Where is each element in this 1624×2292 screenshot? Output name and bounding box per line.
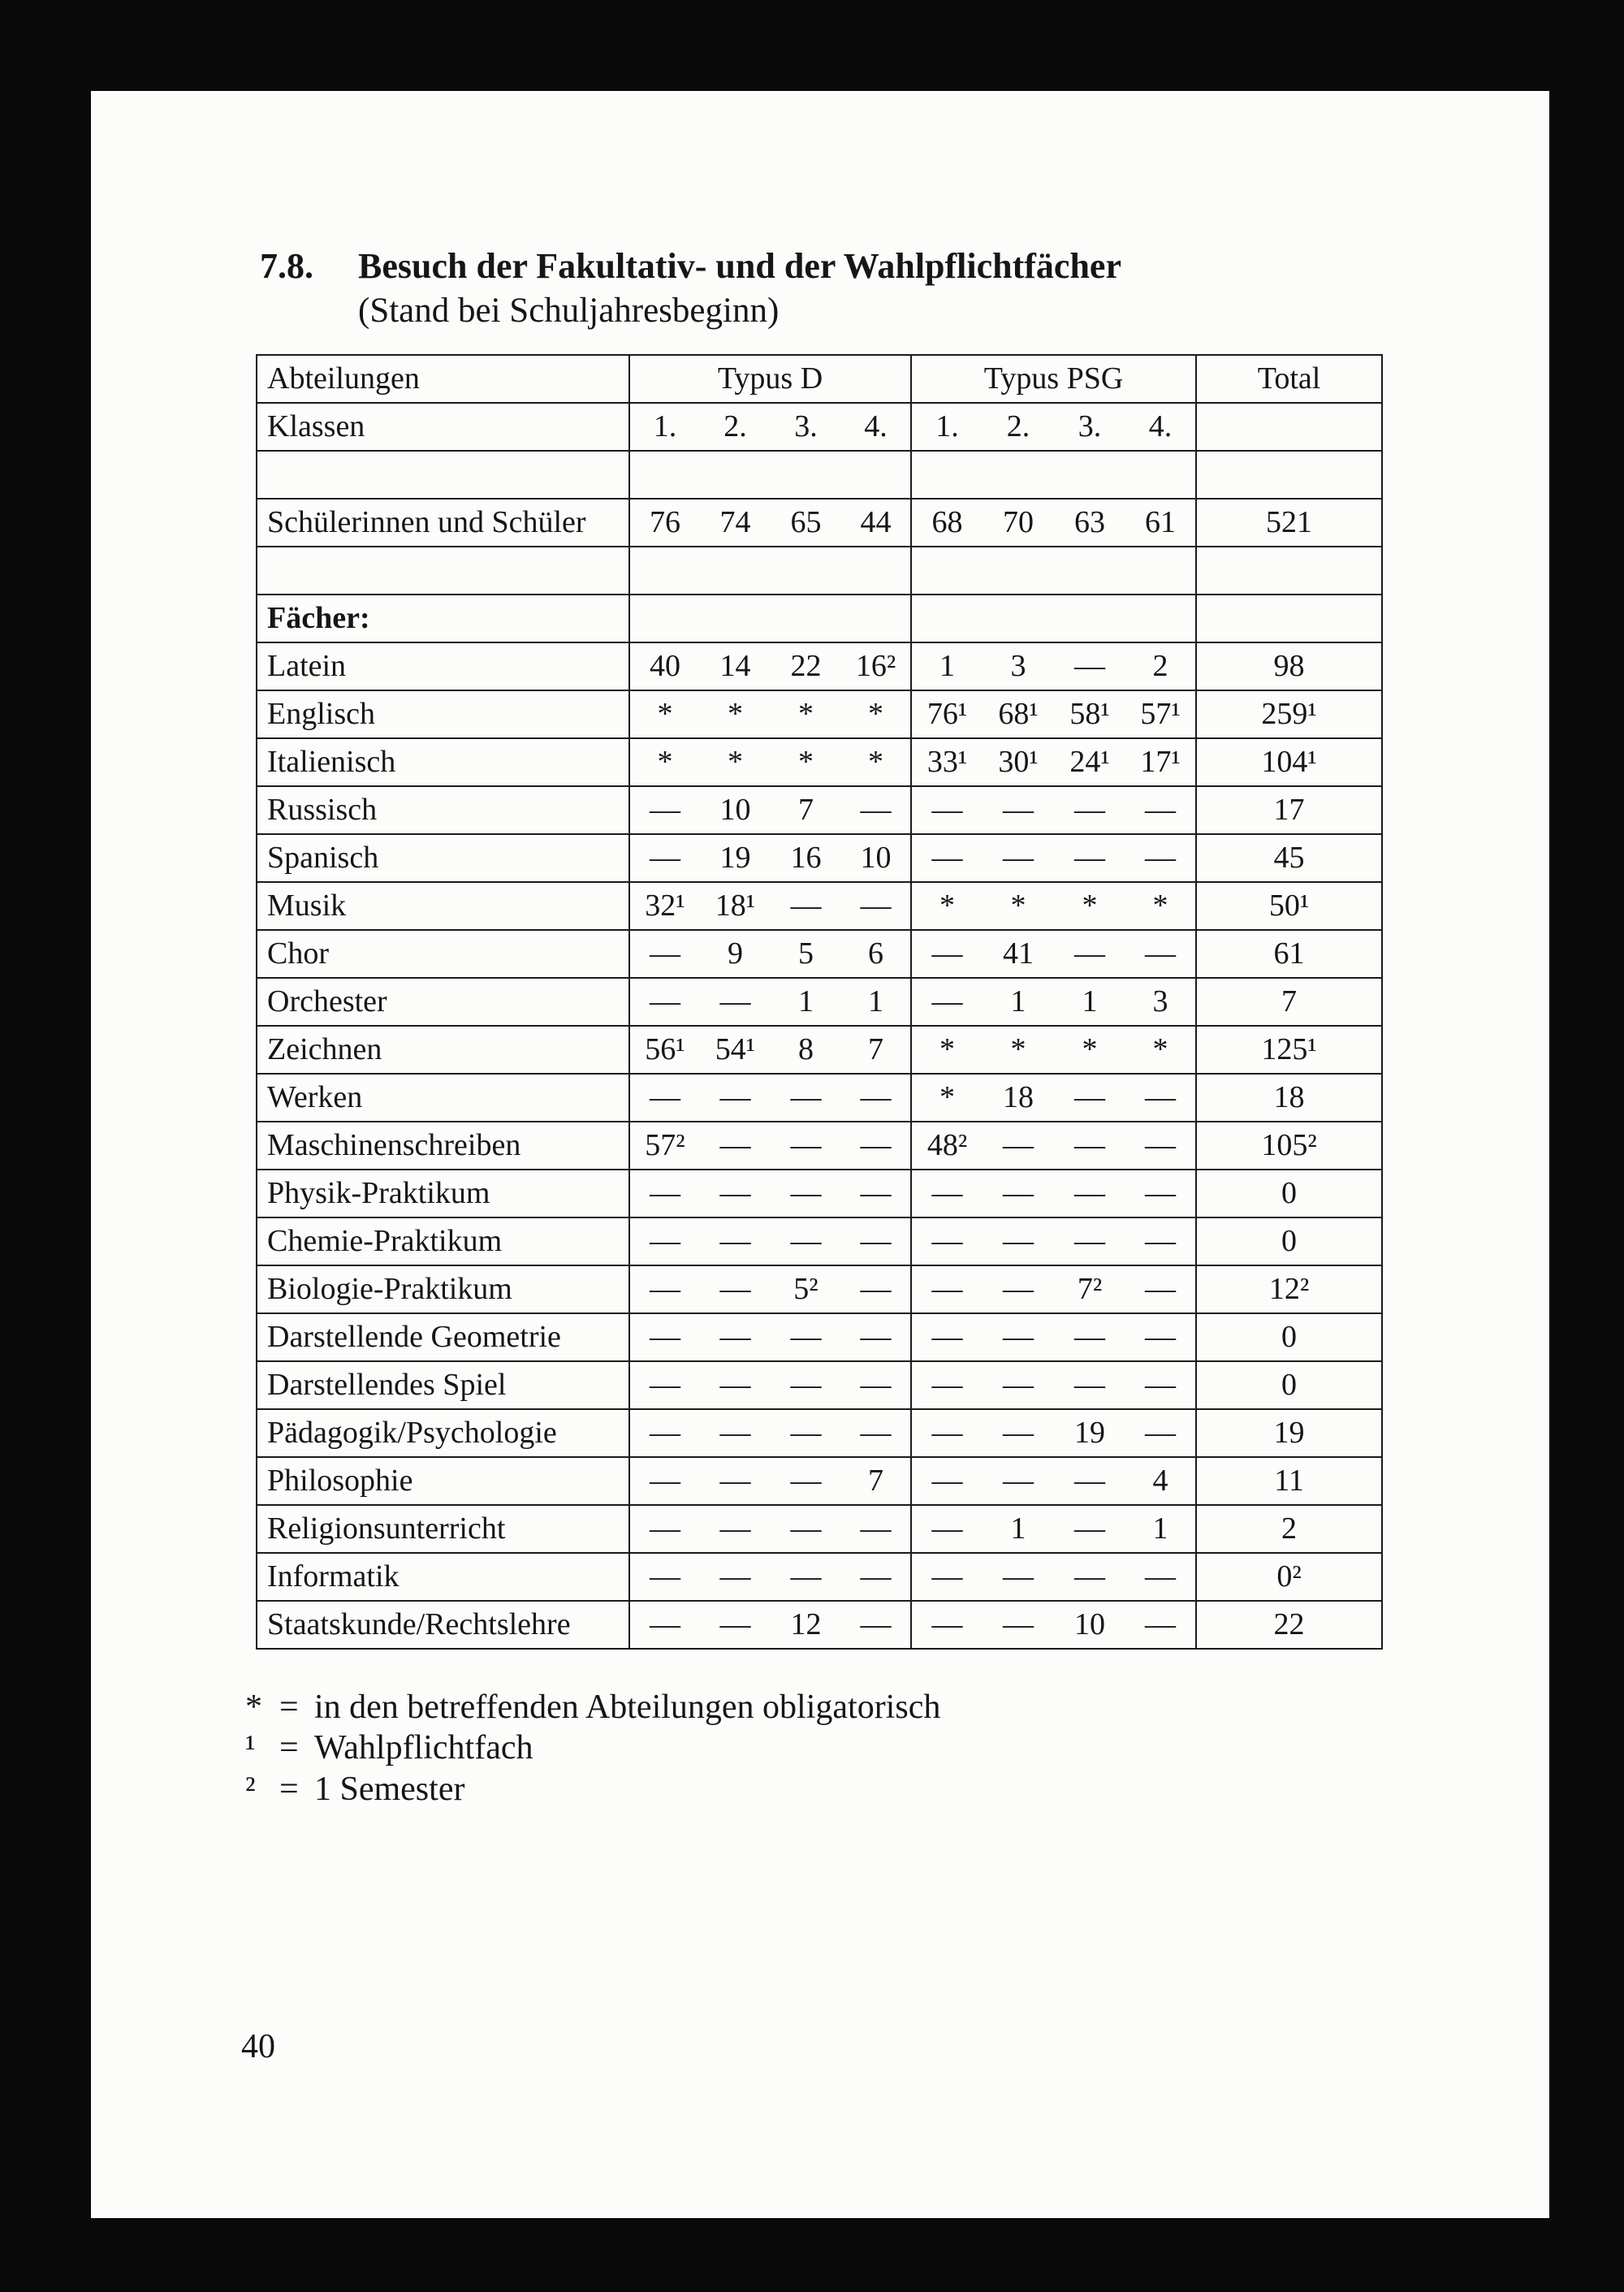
typus-d-class-1-cell: *: [629, 690, 700, 738]
typus-psg-class-4-cell: —: [1125, 786, 1196, 834]
typus-psg-class-1-cell: —: [911, 834, 983, 882]
subject-row: [257, 1122, 1382, 1170]
typus-d-class-4-cell: —: [841, 1122, 911, 1170]
typus-d-class-2-cell: —: [700, 1457, 771, 1505]
typus-d-class-4-cell: —: [841, 1409, 911, 1457]
typus-d-class-4-cell: 16²: [841, 642, 911, 690]
typus-d-class-1-cell: —: [629, 1601, 700, 1649]
typus-d-class-1-cell: —: [629, 1074, 700, 1122]
typus-psg-class-1-cell: 76¹: [911, 690, 983, 738]
typus-d-class-2-cell: —: [700, 1217, 771, 1265]
section-number: 7.8.: [260, 246, 313, 286]
typus-d-class-2-cell: —: [700, 1409, 771, 1457]
typus-psg-class-2-cell: 41: [983, 930, 1054, 978]
typus-psg-class-2-cell: —: [983, 834, 1054, 882]
subject-name-cell: Latein: [257, 642, 629, 690]
typus-psg-class-4-cell: —: [1125, 1409, 1196, 1457]
subject-name-cell: Biologie-Praktikum: [257, 1265, 629, 1313]
footnote-line: [91, 1728, 903, 1768]
typus-d-class-2-cell: —: [700, 1553, 771, 1601]
typus-psg-class-4-cell: —: [1125, 834, 1196, 882]
total-cell: 0: [1196, 1217, 1382, 1265]
typus-psg-class-1-cell: —: [911, 930, 983, 978]
typus-psg-class-2-cell: 30¹: [983, 738, 1054, 786]
typus-psg-class-4-cell: 4.: [1125, 403, 1196, 451]
total-cell: 2: [1196, 1505, 1382, 1553]
subject-row: [257, 1026, 1382, 1074]
typus-d-class-2-cell: 19: [700, 834, 771, 882]
subject-name-cell: Chemie-Praktikum: [257, 1217, 629, 1265]
total-cell: 45: [1196, 834, 1382, 882]
typus-d-class-1-cell: 76: [629, 499, 700, 547]
typus-psg-class-1-cell: —: [911, 1265, 983, 1313]
subject-name-cell: Religionsunterricht: [257, 1505, 629, 1553]
empty-cell: [629, 547, 911, 595]
total-cell: 104¹: [1196, 738, 1382, 786]
typus-psg-class-2-cell: 1: [983, 978, 1054, 1026]
typus-d-class-2-cell: 74: [700, 499, 771, 547]
typus-psg-class-1-cell: 1.: [911, 403, 983, 451]
total-cell: 17: [1196, 786, 1382, 834]
typus-psg-class-2-cell: —: [983, 1409, 1054, 1457]
subject-row: [257, 1265, 1382, 1313]
enrollment-table-body: [257, 355, 1382, 1649]
typus-d-class-3-cell: 3.: [771, 403, 841, 451]
section-title: Besuch der Fakultativ- und der Wahlpflichtfächer: [358, 246, 1121, 286]
spacer-row: [257, 547, 1382, 595]
subject-row: [257, 834, 1382, 882]
typus-d-class-4-cell: —: [841, 1313, 911, 1361]
typus-psg-class-2-cell: —: [983, 1170, 1054, 1217]
typus-psg-class-4-cell: —: [1125, 1074, 1196, 1122]
subject-row: [257, 690, 1382, 738]
typus-d-class-3-cell: —: [771, 882, 841, 930]
typus-psg-class-4-cell: *: [1125, 882, 1196, 930]
footnote-text: in den betreffenden Abteilungen obligatorisch: [314, 1689, 941, 1726]
footnote-line: [91, 1769, 903, 1810]
total-cell: 105²: [1196, 1122, 1382, 1170]
typus-d-class-3-cell: —: [771, 1313, 841, 1361]
typus-d-class-3-cell: 5²: [771, 1265, 841, 1313]
typus-psg-class-4-cell: —: [1125, 1553, 1196, 1601]
typus-d-class-3-cell: —: [771, 1361, 841, 1409]
typus-d-class-2-cell: 10: [700, 786, 771, 834]
typus-d-class-4-cell: —: [841, 1217, 911, 1265]
typus-psg-class-3-cell: 1: [1054, 978, 1125, 1026]
typus-d-class-1-cell: 32¹: [629, 882, 700, 930]
typus-d-class-4-cell: —: [841, 1074, 911, 1122]
typus-d-class-3-cell: 5: [771, 930, 841, 978]
typus-psg-class-4-cell: —: [1125, 1170, 1196, 1217]
footnote-line: [91, 1687, 941, 1728]
typus-d-class-1-cell: 40: [629, 642, 700, 690]
typus-psg-class-4-cell: *: [1125, 1026, 1196, 1074]
typus-psg-class-4-cell: 57¹: [1125, 690, 1196, 738]
typus-d-class-4-cell: —: [841, 1601, 911, 1649]
empty-cell: [911, 451, 1196, 499]
typus-psg-class-1-cell: —: [911, 1553, 983, 1601]
footnote-mark: ¹: [245, 1729, 256, 1767]
subject-name-cell: Staatskunde/Rechtslehre: [257, 1601, 629, 1649]
footnote-equals: =: [279, 1729, 299, 1767]
typus-psg-class-3-cell: —: [1054, 1313, 1125, 1361]
total-cell: 0: [1196, 1313, 1382, 1361]
total-cell: 0²: [1196, 1553, 1382, 1601]
empty-cell: [1196, 451, 1382, 499]
empty-cell: [911, 547, 1196, 595]
typus-d-class-1-cell: —: [629, 1170, 700, 1217]
typus-psg-class-2-cell: 1: [983, 1505, 1054, 1553]
typus-psg-class-3-cell: —: [1054, 1170, 1125, 1217]
section-subtitle: (Stand bei Schuljahresbeginn): [358, 292, 780, 330]
document-page: [91, 91, 1549, 2218]
typus-psg-class-3-cell: —: [1054, 1553, 1125, 1601]
total-cell: 19: [1196, 1409, 1382, 1457]
typus-d-class-1-cell: —: [629, 1553, 700, 1601]
typus-d-class-2-cell: —: [700, 1505, 771, 1553]
typus-d-class-4-cell: 7: [841, 1026, 911, 1074]
typus-psg-class-1-cell: 33¹: [911, 738, 983, 786]
typus-psg-class-3-cell: 58¹: [1054, 690, 1125, 738]
empty-cell: [911, 595, 1196, 642]
total-cell: 7: [1196, 978, 1382, 1026]
typus-d-class-1-cell: —: [629, 1457, 700, 1505]
spacer-row: [257, 451, 1382, 499]
subject-name-cell: Werken: [257, 1074, 629, 1122]
typus-d-class-1-cell: —: [629, 1409, 700, 1457]
subject-name-cell: Physik-Praktikum: [257, 1170, 629, 1217]
typus-d-class-3-cell: 12: [771, 1601, 841, 1649]
footnote-text: 1 Semester: [314, 1771, 465, 1808]
total-cell: [1196, 403, 1382, 451]
empty-cell: [257, 547, 629, 595]
total-cell: 0: [1196, 1170, 1382, 1217]
typus-psg-class-1-cell: *: [911, 1026, 983, 1074]
group-typus-psg-header: Typus PSG: [911, 355, 1196, 403]
subject-row: [257, 1313, 1382, 1361]
total-header: Total: [1196, 355, 1382, 403]
typus-d-class-2-cell: —: [700, 1361, 771, 1409]
total-cell: 259¹: [1196, 690, 1382, 738]
empty-cell: [1196, 547, 1382, 595]
typus-d-class-2-cell: —: [700, 1313, 771, 1361]
typus-d-class-4-cell: 4.: [841, 403, 911, 451]
subject-row: [257, 1217, 1382, 1265]
typus-psg-class-2-cell: —: [983, 1122, 1054, 1170]
typus-d-class-2-cell: —: [700, 1122, 771, 1170]
typus-d-class-1-cell: 57²: [629, 1122, 700, 1170]
typus-d-class-2-cell: —: [700, 1170, 771, 1217]
subject-name-cell: Maschinenschreiben: [257, 1122, 629, 1170]
footnote-equals: =: [279, 1689, 299, 1726]
header-abteilungen-cell: Abteilungen: [257, 355, 629, 403]
subjects-heading-cell: Fächer:: [257, 595, 629, 642]
subject-name-cell: Darstellende Geometrie: [257, 1313, 629, 1361]
typus-psg-class-2-cell: —: [983, 1265, 1054, 1313]
typus-psg-class-1-cell: 1: [911, 642, 983, 690]
subject-name-cell: Russisch: [257, 786, 629, 834]
typus-psg-class-4-cell: —: [1125, 1265, 1196, 1313]
typus-psg-class-3-cell: 7²: [1054, 1265, 1125, 1313]
typus-d-class-4-cell: 44: [841, 499, 911, 547]
enrollment-table: [256, 354, 1383, 1650]
typus-d-class-3-cell: 1: [771, 978, 841, 1026]
typus-psg-class-4-cell: 4: [1125, 1457, 1196, 1505]
typus-psg-class-4-cell: —: [1125, 1601, 1196, 1649]
typus-d-class-4-cell: 1: [841, 978, 911, 1026]
typus-d-class-3-cell: —: [771, 1457, 841, 1505]
typus-psg-class-2-cell: 18: [983, 1074, 1054, 1122]
typus-d-class-3-cell: —: [771, 1074, 841, 1122]
subject-row: [257, 1409, 1382, 1457]
typus-psg-class-2-cell: 2.: [983, 403, 1054, 451]
total-cell: 50¹: [1196, 882, 1382, 930]
empty-cell: [257, 451, 629, 499]
typus-d-class-4-cell: 6: [841, 930, 911, 978]
typus-psg-class-1-cell: —: [911, 978, 983, 1026]
typus-psg-class-4-cell: —: [1125, 1122, 1196, 1170]
typus-psg-class-4-cell: 1: [1125, 1505, 1196, 1553]
footnote-equals: =: [279, 1771, 299, 1808]
table-header-row: [257, 355, 1382, 403]
typus-psg-class-3-cell: *: [1054, 882, 1125, 930]
typus-psg-class-2-cell: —: [983, 786, 1054, 834]
typus-psg-class-3-cell: *: [1054, 1026, 1125, 1074]
typus-d-class-4-cell: —: [841, 1553, 911, 1601]
typus-d-class-4-cell: —: [841, 882, 911, 930]
typus-d-class-1-cell: 1.: [629, 403, 700, 451]
typus-psg-class-1-cell: —: [911, 1170, 983, 1217]
classes-row: [257, 403, 1382, 451]
typus-psg-class-3-cell: —: [1054, 834, 1125, 882]
typus-psg-class-2-cell: 70: [983, 499, 1054, 547]
typus-psg-class-2-cell: *: [983, 1026, 1054, 1074]
total-cell: 61: [1196, 930, 1382, 978]
total-cell: 98: [1196, 642, 1382, 690]
subject-name-cell: Orchester: [257, 978, 629, 1026]
typus-d-class-2-cell: —: [700, 1265, 771, 1313]
total-cell: 521: [1196, 499, 1382, 547]
subjects-heading-row: [257, 595, 1382, 642]
subject-name-cell: Informatik: [257, 1553, 629, 1601]
typus-psg-class-2-cell: —: [983, 1457, 1054, 1505]
typus-d-class-2-cell: 14: [700, 642, 771, 690]
typus-psg-class-3-cell: 10: [1054, 1601, 1125, 1649]
typus-d-class-3-cell: —: [771, 1505, 841, 1553]
subject-row: [257, 642, 1382, 690]
typus-psg-class-2-cell: —: [983, 1313, 1054, 1361]
subject-name-cell: Darstellendes Spiel: [257, 1361, 629, 1409]
typus-d-class-3-cell: —: [771, 1122, 841, 1170]
typus-d-class-4-cell: 10: [841, 834, 911, 882]
subject-row: [257, 978, 1382, 1026]
typus-psg-class-1-cell: —: [911, 1409, 983, 1457]
typus-psg-class-3-cell: 3.: [1054, 403, 1125, 451]
typus-d-class-4-cell: —: [841, 1505, 911, 1553]
typus-d-class-3-cell: —: [771, 1409, 841, 1457]
typus-psg-class-3-cell: 24¹: [1054, 738, 1125, 786]
typus-d-class-1-cell: —: [629, 834, 700, 882]
typus-d-class-2-cell: —: [700, 978, 771, 1026]
typus-psg-class-4-cell: —: [1125, 930, 1196, 978]
typus-psg-class-4-cell: —: [1125, 1217, 1196, 1265]
typus-psg-class-2-cell: *: [983, 882, 1054, 930]
typus-psg-class-4-cell: —: [1125, 1313, 1196, 1361]
typus-psg-class-3-cell: —: [1054, 1505, 1125, 1553]
subject-name-cell: Chor: [257, 930, 629, 978]
typus-psg-class-3-cell: —: [1054, 1122, 1125, 1170]
total-cell: 0: [1196, 1361, 1382, 1409]
typus-psg-class-1-cell: 48²: [911, 1122, 983, 1170]
typus-psg-class-1-cell: —: [911, 1457, 983, 1505]
subject-row: [257, 930, 1382, 978]
empty-cell: [1196, 595, 1382, 642]
total-cell: 11: [1196, 1457, 1382, 1505]
typus-psg-class-2-cell: 3: [983, 642, 1054, 690]
typus-psg-class-3-cell: —: [1054, 1074, 1125, 1122]
typus-psg-class-1-cell: —: [911, 1361, 983, 1409]
total-cell: 22: [1196, 1601, 1382, 1649]
typus-d-class-2-cell: —: [700, 1601, 771, 1649]
typus-d-class-4-cell: *: [841, 738, 911, 786]
subject-row: [257, 1457, 1382, 1505]
typus-d-class-2-cell: 2.: [700, 403, 771, 451]
subject-name-cell: Englisch: [257, 690, 629, 738]
typus-psg-class-3-cell: —: [1054, 1457, 1125, 1505]
typus-d-class-1-cell: —: [629, 978, 700, 1026]
typus-d-class-4-cell: —: [841, 786, 911, 834]
typus-d-class-3-cell: 7: [771, 786, 841, 834]
subject-row: [257, 1505, 1382, 1553]
typus-d-class-1-cell: —: [629, 1313, 700, 1361]
typus-d-class-2-cell: 9: [700, 930, 771, 978]
typus-psg-class-1-cell: *: [911, 1074, 983, 1122]
typus-psg-class-3-cell: —: [1054, 786, 1125, 834]
typus-psg-class-4-cell: 3: [1125, 978, 1196, 1026]
typus-d-class-3-cell: 16: [771, 834, 841, 882]
typus-d-class-3-cell: 22: [771, 642, 841, 690]
typus-d-class-2-cell: —: [700, 1074, 771, 1122]
typus-d-class-4-cell: 7: [841, 1457, 911, 1505]
typus-d-class-2-cell: *: [700, 690, 771, 738]
typus-d-class-1-cell: —: [629, 1361, 700, 1409]
page-number: 40: [241, 2028, 275, 2065]
footnote-text: Wahlpflichtfach: [314, 1729, 533, 1767]
typus-d-class-4-cell: —: [841, 1265, 911, 1313]
subject-row: [257, 1170, 1382, 1217]
typus-psg-class-2-cell: —: [983, 1553, 1054, 1601]
typus-d-class-1-cell: —: [629, 1217, 700, 1265]
subject-row: [257, 786, 1382, 834]
typus-psg-class-4-cell: —: [1125, 1361, 1196, 1409]
typus-psg-class-3-cell: —: [1054, 1217, 1125, 1265]
total-cell: 125¹: [1196, 1026, 1382, 1074]
typus-d-class-3-cell: *: [771, 738, 841, 786]
subject-name-cell: Spanisch: [257, 834, 629, 882]
footnote-mark: *: [245, 1689, 262, 1726]
footnote-mark: ²: [245, 1771, 256, 1808]
typus-d-class-1-cell: *: [629, 738, 700, 786]
typus-psg-class-4-cell: 17¹: [1125, 738, 1196, 786]
typus-d-class-3-cell: —: [771, 1217, 841, 1265]
typus-psg-class-3-cell: —: [1054, 930, 1125, 978]
group-typus-d-header: Typus D: [629, 355, 911, 403]
typus-psg-class-1-cell: —: [911, 1313, 983, 1361]
typus-psg-class-3-cell: —: [1054, 642, 1125, 690]
empty-cell: [629, 451, 911, 499]
typus-psg-class-4-cell: 61: [1125, 499, 1196, 547]
subject-name-cell: Philosophie: [257, 1457, 629, 1505]
typus-d-class-2-cell: 18¹: [700, 882, 771, 930]
typus-psg-class-2-cell: —: [983, 1601, 1054, 1649]
typus-d-class-2-cell: 54¹: [700, 1026, 771, 1074]
typus-d-class-4-cell: —: [841, 1170, 911, 1217]
total-cell: 18: [1196, 1074, 1382, 1122]
subject-name-cell: Pädagogik/Psychologie: [257, 1409, 629, 1457]
typus-d-class-1-cell: —: [629, 930, 700, 978]
subject-row: [257, 1553, 1382, 1601]
typus-d-class-4-cell: *: [841, 690, 911, 738]
subject-name-cell: Zeichnen: [257, 1026, 629, 1074]
typus-d-class-3-cell: *: [771, 690, 841, 738]
typus-d-class-1-cell: —: [629, 786, 700, 834]
typus-d-class-1-cell: 56¹: [629, 1026, 700, 1074]
typus-psg-class-3-cell: —: [1054, 1361, 1125, 1409]
typus-psg-class-1-cell: *: [911, 882, 983, 930]
subject-row: [257, 882, 1382, 930]
subject-row: [257, 738, 1382, 786]
subject-row: [257, 1074, 1382, 1122]
subject-row: [257, 1361, 1382, 1409]
typus-psg-class-2-cell: —: [983, 1217, 1054, 1265]
typus-psg-class-3-cell: 19: [1054, 1409, 1125, 1457]
typus-psg-class-1-cell: —: [911, 786, 983, 834]
typus-psg-class-1-cell: —: [911, 1217, 983, 1265]
typus-psg-class-3-cell: 63: [1054, 499, 1125, 547]
students-row: [257, 499, 1382, 547]
empty-cell: [629, 595, 911, 642]
typus-psg-class-1-cell: —: [911, 1601, 983, 1649]
subject-name-cell: Italienisch: [257, 738, 629, 786]
typus-psg-class-2-cell: 68¹: [983, 690, 1054, 738]
typus-d-class-3-cell: —: [771, 1170, 841, 1217]
typus-d-class-3-cell: 8: [771, 1026, 841, 1074]
typus-d-class-3-cell: —: [771, 1553, 841, 1601]
typus-d-class-2-cell: *: [700, 738, 771, 786]
subject-row: [257, 1601, 1382, 1649]
typus-psg-class-2-cell: —: [983, 1361, 1054, 1409]
students-label-cell: Schülerinnen und Schüler: [257, 499, 629, 547]
typus-d-class-3-cell: 65: [771, 499, 841, 547]
classes-label-cell: Klassen: [257, 403, 629, 451]
typus-d-class-1-cell: —: [629, 1505, 700, 1553]
typus-d-class-1-cell: —: [629, 1265, 700, 1313]
typus-psg-class-1-cell: 68: [911, 499, 983, 547]
total-cell: 12²: [1196, 1265, 1382, 1313]
subject-name-cell: Musik: [257, 882, 629, 930]
typus-psg-class-1-cell: —: [911, 1505, 983, 1553]
typus-psg-class-4-cell: 2: [1125, 642, 1196, 690]
typus-d-class-4-cell: —: [841, 1361, 911, 1409]
